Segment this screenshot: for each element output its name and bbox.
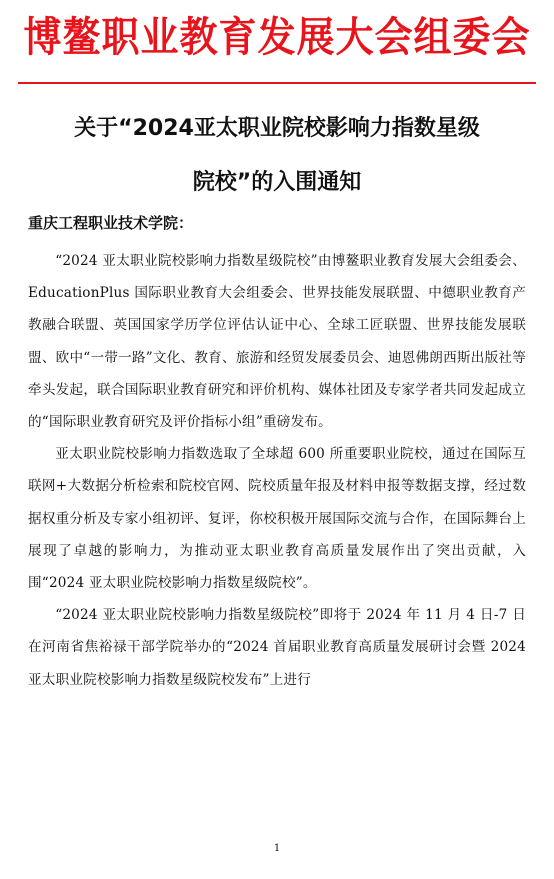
notice-body bbox=[28, 245, 526, 696]
body-paragraph-3: “2024 亚太职业院校影响力指数星级院校”即将于 2024 年 11 月 4 日-7 日在河南省焦裕禄干部学院举办的“2024 首届职业教育高质量发展研讨会暨 2024 亚太职业院校影响力指数星级院校发布”上进行 bbox=[28, 607, 526, 688]
salutation: 重庆工程职业技术学院： bbox=[28, 214, 194, 232]
header-divider bbox=[18, 82, 536, 84]
notice-title-line-1: 关于“2024亚太职业院校影响力指数星级 bbox=[74, 116, 480, 141]
page-number: 1 bbox=[273, 843, 281, 854]
body-paragraph-1: “2024 亚太职业院校影响力指数星级院校”由博鳌职业教育发展大会组委会、EducationPlus 国际职业教育大会组委会、世界技能发展联盟、中德职业教育产教融合联盟、英国国家学历学位评估认证中心、全球工匠联盟、世界技能发展联盟、欧中“一带一路”文化、教育、旅游和经贸发展委员会、迪恩佛朗西斯出版社等牵头发起，联合国际职业教育研究和评价机构、媒体社团及专家学者共同发起成立的“国际职业教育研究及评价指标小组”重磅发布。 bbox=[28, 253, 526, 431]
organization-header: 博鳌职业教育发展大会组委会 bbox=[23, 13, 531, 61]
notice-title-line-2: 院校”的入围通知 bbox=[192, 170, 362, 195]
body-paragraph-2: 亚太职业院校影响力指数选取了全球超 600 所重要职业院校，通过在国际互联网+大数据分析检索和院校官网、院校质量年报及材料申报等数据支撑，经过数据权重分析及专家小组初评、复评，你校积极开展国际交流与合作，在国际舞台上展现了卓越的影响力，为推动亚太职业教育高质量发展作出了突出贡献，入围“2024 亚太职业院校影响力指数星级院校”。 bbox=[28, 446, 526, 592]
